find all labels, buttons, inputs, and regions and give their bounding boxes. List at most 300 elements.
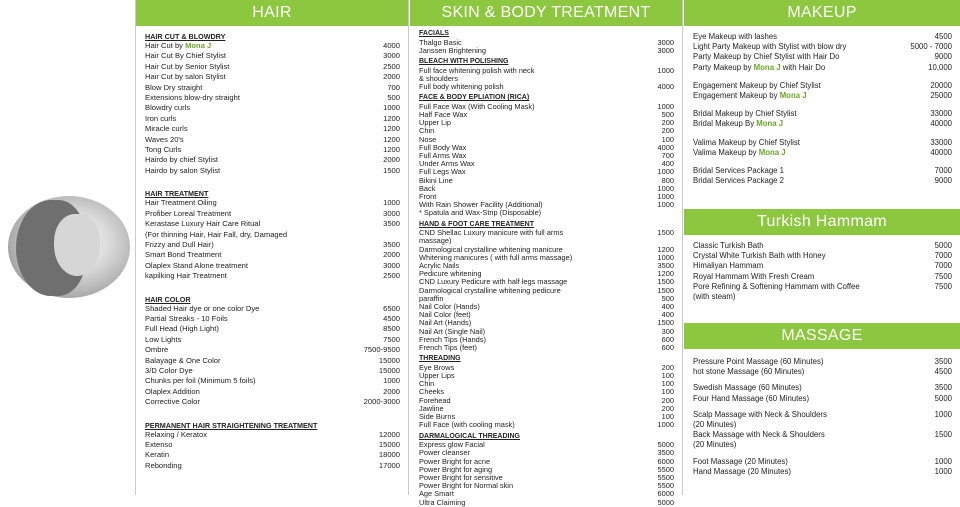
service-price: 7500 xyxy=(934,281,952,291)
section-title: FACIALS xyxy=(419,30,449,37)
service-name: Relaxing / Keratox xyxy=(145,429,208,439)
massage-header: MASSAGE xyxy=(684,323,960,349)
service-name: Himaliyan Hammam xyxy=(693,261,764,271)
stylist-highlight: Mona J xyxy=(756,119,784,129)
service-name: Full Face (with cooling mask) xyxy=(419,420,515,430)
price-row xyxy=(693,272,952,282)
service-name: Express glow Facial xyxy=(419,440,485,450)
service-price: 10,000 xyxy=(928,62,952,72)
service-price: 5500 xyxy=(657,472,674,482)
service-price: 100 xyxy=(661,412,674,422)
service-price: 200 xyxy=(661,118,674,128)
service-price: 400 xyxy=(661,159,674,169)
service-price: 2500 xyxy=(383,271,400,281)
service-name: Darmological crystalline whitening pedicure xyxy=(419,285,561,295)
service-price: 200 xyxy=(661,395,674,405)
price-row xyxy=(145,93,400,103)
service-name: Whitening manicures ( with full arms massage) xyxy=(419,252,573,262)
service-price: 1500 xyxy=(657,318,674,328)
price-row xyxy=(419,209,674,217)
service-price: 100 xyxy=(661,134,674,144)
service-name: Back xyxy=(419,183,436,193)
service-name: (20 Minutes) xyxy=(693,420,737,430)
service-name: Power Bright for sensitive xyxy=(419,472,503,482)
service-price: 1000 xyxy=(657,420,674,430)
right-column xyxy=(684,0,960,495)
service-name: Full body whitening polish xyxy=(419,82,504,91)
price-row xyxy=(693,440,952,450)
service-price: 4000 xyxy=(657,142,674,152)
price-row xyxy=(145,135,400,145)
service-price: 15000 xyxy=(378,365,400,375)
price-row xyxy=(145,72,400,82)
group-spacer xyxy=(693,158,952,166)
price-row xyxy=(145,397,400,407)
price-row xyxy=(693,383,952,393)
price-row xyxy=(145,124,400,134)
service-name: Power cleanser xyxy=(419,448,470,458)
price-row xyxy=(145,41,400,51)
service-price: 7000 xyxy=(934,251,952,261)
price-row xyxy=(693,166,952,176)
price-row xyxy=(693,52,952,62)
price-row xyxy=(419,380,674,388)
service-price: 7500-9500 xyxy=(363,345,400,355)
service-name: Frizzy and Dull Hair) xyxy=(145,239,214,249)
price-row xyxy=(419,47,674,55)
section-title: HAIR TREATMENT xyxy=(145,189,209,199)
service-name: Eye Makeup with lashes xyxy=(693,32,778,41)
service-price: 1000 xyxy=(383,376,400,386)
service-name: Front xyxy=(419,192,437,202)
service-name: Back Massage with Neck & Shoulders xyxy=(693,430,825,440)
service-price: 1200 xyxy=(657,269,674,279)
price-row xyxy=(145,430,400,440)
service-name: French Tips (Hands) xyxy=(419,334,486,344)
service-price: 18000 xyxy=(378,450,400,460)
price-row xyxy=(693,119,952,129)
price-row xyxy=(145,440,400,450)
service-price: 6000 xyxy=(657,456,674,466)
price-row xyxy=(693,394,952,404)
service-price: 1500 xyxy=(934,430,952,440)
service-name: Profiber Loreal Treatment xyxy=(145,208,232,218)
service-price xyxy=(948,420,952,430)
service-price: 12000 xyxy=(378,429,400,439)
service-price: 5000 xyxy=(934,393,952,403)
service-name: Acrylic Nails xyxy=(419,261,460,271)
price-row xyxy=(693,367,952,377)
service-name: Classic Turkish Bath xyxy=(693,241,764,250)
service-price: 700 xyxy=(661,151,674,161)
service-name: Valima Makeup by Chief Stylist xyxy=(693,137,800,147)
price-row xyxy=(145,166,400,176)
service-name: & shoulders xyxy=(419,73,459,83)
price-row xyxy=(693,42,952,52)
service-price xyxy=(670,209,674,217)
service-name: Cheeks xyxy=(419,387,445,397)
section-title: PERMANENT HAIR STRAIGHTENING TREATMENT xyxy=(145,420,318,430)
service-name: Engagement Makeup by Chief Stylist xyxy=(693,80,821,90)
price-row xyxy=(145,240,400,250)
service-name: Hairdo by chief Stylist xyxy=(145,155,219,165)
service-name: Shaded Hair dye or one color Dye xyxy=(145,303,260,313)
service-price xyxy=(948,440,952,450)
price-row xyxy=(693,420,952,430)
service-name: Side Burns xyxy=(419,412,456,422)
service-name: Full Arms Wax xyxy=(419,151,467,161)
price-row xyxy=(145,304,400,314)
stylist-highlight: Mona J xyxy=(185,41,212,50)
service-price: 200 xyxy=(661,362,674,372)
service-price: 400 xyxy=(661,310,674,320)
price-row xyxy=(145,62,400,72)
service-name: CND Luxury Pedicure with half legs massage xyxy=(419,277,568,287)
left-panel xyxy=(0,0,136,495)
service-price: 1000 xyxy=(657,167,674,177)
price-row xyxy=(693,430,952,440)
price-row xyxy=(145,356,400,366)
group-spacer xyxy=(693,73,952,81)
price-row xyxy=(145,450,400,460)
price-row xyxy=(145,461,400,471)
service-price: 1000 xyxy=(657,200,674,210)
service-name: Corrective Color xyxy=(145,397,200,407)
service-name: Upper Lip xyxy=(419,118,452,128)
service-name: Hair Cut by Mona J xyxy=(145,41,212,50)
stylist-highlight: Mona J xyxy=(779,91,807,101)
service-name: Nose xyxy=(419,134,437,144)
service-price: 3000 xyxy=(383,51,400,61)
service-name: Party Makeup by Mona J with Hair Do xyxy=(693,62,826,72)
service-name: Full Legs Wax xyxy=(419,167,466,177)
service-price: 1200 xyxy=(383,145,400,155)
price-row xyxy=(145,376,400,386)
service-price: 5500 xyxy=(657,481,674,491)
service-name: Valima Makeup by Mona J xyxy=(693,147,786,157)
service-name: Smart Bond Treatment xyxy=(145,250,222,260)
service-price: 7000 xyxy=(934,166,952,176)
price-row xyxy=(145,209,400,219)
service-price: 700 xyxy=(387,82,400,92)
service-price: 800 xyxy=(661,175,674,185)
price-row xyxy=(693,251,952,261)
service-price: 8500 xyxy=(383,324,400,334)
price-row xyxy=(419,421,674,429)
section-title: HAIR COLOR xyxy=(145,294,191,304)
service-name: Olaplex Stand Alone treatment xyxy=(145,260,249,270)
price-row xyxy=(145,230,400,240)
service-price: 1200 xyxy=(383,113,400,123)
group-spacer xyxy=(693,130,952,138)
price-row xyxy=(145,387,400,397)
service-price: 15000 xyxy=(378,355,400,365)
service-name: Power Bright for aging xyxy=(419,464,493,474)
service-name: Low Lights xyxy=(145,334,182,344)
makeup-header: MAKEUP xyxy=(684,0,960,26)
price-row xyxy=(693,282,952,292)
price-row xyxy=(693,467,952,477)
section-title: HAND & FOOT CARE TREATMENT xyxy=(419,220,534,228)
service-name: Pore Refining & Softening Hammam with Coffee xyxy=(693,281,860,291)
service-name: Iron curls xyxy=(145,113,177,123)
service-name: Pedicure whitening xyxy=(419,269,482,279)
service-price: 1000 xyxy=(657,65,674,75)
price-row xyxy=(693,63,952,73)
service-price: 33000 xyxy=(930,109,952,119)
price-row xyxy=(145,250,400,260)
price-row xyxy=(419,344,674,352)
service-name: Hair Cut by salon Stylist xyxy=(145,72,226,82)
service-price: 1500 xyxy=(383,165,400,175)
service-name: (with steam) xyxy=(693,292,736,302)
service-price: 1500 xyxy=(657,228,674,238)
service-price: 3000 xyxy=(383,208,400,218)
service-price: 1000 xyxy=(657,101,674,111)
portrait-image xyxy=(8,196,130,298)
service-name: Light Party Makeup with Stylist with blow dry xyxy=(693,42,847,52)
service-name: Hand Massage (20 Minutes) xyxy=(693,466,791,476)
price-row xyxy=(693,91,952,101)
service-price: 3000 xyxy=(383,260,400,270)
service-price: 1000 xyxy=(657,252,674,262)
service-name: Miracle curls xyxy=(145,124,188,134)
service-price: 4500 xyxy=(934,32,952,41)
service-name: Eye Brows xyxy=(419,362,455,372)
service-price: 3500 xyxy=(657,261,674,271)
service-price: 3500 xyxy=(934,357,952,366)
service-name: Royal Hammam With Fresh Cream xyxy=(693,271,815,281)
service-price xyxy=(948,292,952,302)
price-row xyxy=(145,114,400,124)
service-price: 1200 xyxy=(383,124,400,134)
service-price: 1200 xyxy=(383,134,400,144)
service-price: 3500 xyxy=(383,219,400,229)
hammam-header: Turkish Hammam xyxy=(684,209,960,235)
service-price: 300 xyxy=(661,326,674,336)
section-title: BLEACH WITH POLISHING xyxy=(419,58,509,65)
service-name: kapilking Hair Treatment xyxy=(145,271,227,281)
service-name: Under Arms Wax xyxy=(419,159,475,169)
service-name: Forehead xyxy=(419,395,451,405)
price-row xyxy=(419,372,674,380)
price-row xyxy=(145,155,400,165)
service-name: Four Hand Massage (60 Minutes) xyxy=(693,393,810,403)
service-name: Full Face Wax (With Cooling Mask) xyxy=(419,101,535,111)
service-name: Full Body Wax xyxy=(419,142,467,152)
service-price: 600 xyxy=(661,343,674,353)
service-price: 20000 xyxy=(930,80,952,90)
service-name: Darmological crystalline whitening manicure xyxy=(419,244,563,254)
service-price: 9000 xyxy=(934,176,952,186)
price-row xyxy=(693,357,952,367)
section-title: HAIR CUT & BLOWDRY xyxy=(145,32,226,41)
service-price: 600 xyxy=(661,334,674,344)
price-row xyxy=(145,324,400,334)
service-name: Hair Cut By Chief Stylist xyxy=(145,51,227,61)
service-name: Blow Dry straight xyxy=(145,82,203,92)
service-price: 100 xyxy=(661,379,674,389)
service-price: 1500 xyxy=(657,277,674,287)
price-row xyxy=(419,397,674,405)
price-row xyxy=(693,261,952,271)
service-price: 5000 xyxy=(934,241,952,250)
service-price: 1000 xyxy=(383,103,400,113)
service-price: 2000 xyxy=(383,72,400,82)
service-name: Power Bright for acne xyxy=(419,456,491,466)
service-price: 1500 xyxy=(657,285,674,295)
price-row xyxy=(145,314,400,324)
service-name: Chin xyxy=(419,379,435,389)
service-name: Tong Curls xyxy=(145,145,182,155)
skin-list xyxy=(410,26,682,507)
service-name: Upper Lips xyxy=(419,371,455,381)
service-name: Blowdry curls xyxy=(145,103,191,113)
massage-list xyxy=(684,349,960,477)
skin-header: SKIN & BODY TREATMENT xyxy=(410,0,682,26)
service-name: Foot Massage (20 Minutes) xyxy=(693,456,788,466)
price-row xyxy=(419,111,674,119)
service-name: Party Makeup by Chief Stylist with Hair Do xyxy=(693,52,840,62)
service-price: 3500 xyxy=(383,239,400,249)
service-name: Nail Art (Hands) xyxy=(419,318,472,328)
service-name: Kerastase Luxury Hair Care Ritual xyxy=(145,219,261,229)
service-name: Waves 20's xyxy=(145,134,184,144)
service-price: 7500 xyxy=(934,271,952,281)
price-row xyxy=(419,287,674,295)
service-price: 1000 xyxy=(657,192,674,202)
service-price: 33000 xyxy=(930,137,952,147)
price-row xyxy=(693,457,952,467)
hair-header: HAIR xyxy=(136,0,408,26)
price-row xyxy=(145,219,400,229)
price-row xyxy=(145,103,400,113)
service-price xyxy=(396,230,400,240)
service-price: 3500 xyxy=(934,383,952,393)
service-price: 1000 xyxy=(383,198,400,208)
price-row xyxy=(419,127,674,135)
service-price: 500 xyxy=(387,93,400,103)
service-name: Chunks per foil (Minimum 5 foils) xyxy=(145,376,256,386)
service-name: Hair Treatment Oiling xyxy=(145,198,217,208)
service-price: 3500 xyxy=(657,448,674,458)
service-name: Engagement Makeup by Mona J xyxy=(693,91,807,101)
service-price: 1000 xyxy=(657,183,674,193)
price-row xyxy=(145,366,400,376)
service-price: 200 xyxy=(661,403,674,413)
hammam-list xyxy=(684,235,960,315)
price-row xyxy=(693,410,952,420)
service-name: Thalgo Basic xyxy=(419,37,462,47)
price-row xyxy=(419,119,674,127)
price-row xyxy=(419,168,674,176)
price-row xyxy=(419,482,674,490)
service-price: 500 xyxy=(661,110,674,119)
service-name: massage) xyxy=(419,236,452,246)
service-name: Bridal Services Package 2 xyxy=(693,176,785,186)
service-name: Olaplex Addition xyxy=(145,386,200,396)
service-name: CND Shellac Luxury manicure with full arms xyxy=(419,228,564,238)
service-price: 5500 xyxy=(657,464,674,474)
service-name: Keratin xyxy=(145,450,170,460)
service-name: French Tips (feet) xyxy=(419,343,477,353)
price-row xyxy=(145,51,400,61)
service-name: Bikini Line xyxy=(419,175,453,185)
service-name: Scalp Massage with Neck & Shoulders xyxy=(693,409,827,419)
service-price: 5000 xyxy=(657,497,674,507)
service-name: Ombre xyxy=(145,345,169,355)
price-row xyxy=(693,241,952,251)
service-price: 1000 xyxy=(934,466,952,476)
service-price: 3000 xyxy=(657,37,674,47)
service-price: 1200 xyxy=(657,244,674,254)
stylist-highlight: Mona J xyxy=(753,62,781,72)
service-price: 6000 xyxy=(657,489,674,499)
price-row xyxy=(145,198,400,208)
service-name: Bridal Makeup By Mona J xyxy=(693,119,784,129)
service-price: 4000 xyxy=(657,82,674,91)
service-price: 40000 xyxy=(930,147,952,157)
price-row xyxy=(419,388,674,396)
service-name: Rebonding xyxy=(145,460,182,470)
price-row xyxy=(145,335,400,345)
service-name: paraffin xyxy=(419,293,444,303)
service-price: 6500 xyxy=(383,303,400,313)
service-price: 15000 xyxy=(378,440,400,449)
price-row xyxy=(693,148,952,158)
makeup-list xyxy=(684,26,960,207)
service-price: 4500 xyxy=(934,367,952,377)
group-spacer xyxy=(693,101,952,109)
hair-column xyxy=(136,0,409,495)
price-row xyxy=(419,405,674,413)
service-name: Janssen Brightening xyxy=(419,45,486,55)
service-price: 3000 xyxy=(657,45,674,55)
service-name: Full face whitening polish with neck xyxy=(419,65,535,75)
skin-column xyxy=(410,0,683,507)
hair-list xyxy=(136,26,408,471)
price-row xyxy=(693,32,952,42)
service-name: Extensions blow-dry straight xyxy=(145,93,240,103)
price-row xyxy=(145,345,400,355)
service-name: Hairdo by salon Stylist xyxy=(145,165,221,175)
price-row xyxy=(145,261,400,271)
section-title: DARMALOGICAL THREADING xyxy=(419,432,520,440)
service-name: Bridal Makeup by Chief Stylist xyxy=(693,109,797,119)
service-price: 1000 xyxy=(934,456,952,466)
service-price: 4500 xyxy=(383,313,400,323)
service-price: 4000 xyxy=(383,41,400,50)
service-name: hot stone Massage (60 Minutes) xyxy=(693,367,805,377)
service-price: 25000 xyxy=(930,91,952,101)
service-price: 400 xyxy=(661,302,674,312)
service-name: Balayage & One Color xyxy=(145,355,221,365)
service-price: 200 xyxy=(661,126,674,136)
service-name: Full Head (High Light) xyxy=(145,324,219,334)
price-row xyxy=(419,185,674,193)
section-title: FACE & BODY EPLIATION (RICA) xyxy=(419,94,530,102)
service-price: 100 xyxy=(661,387,674,397)
service-name: * Spatula and Wax-Strip (Disposable) xyxy=(419,208,542,218)
service-price: 1000 xyxy=(934,409,952,419)
service-name: (For thinning Hair, Hair Fall, dry, Damaged xyxy=(145,229,288,239)
service-price: 40000 xyxy=(930,119,952,129)
price-row xyxy=(419,364,674,372)
service-price: 7500 xyxy=(383,334,400,344)
service-name: (20 Minutes) xyxy=(693,440,737,450)
price-row xyxy=(419,177,674,185)
service-name: With Rain Shower Facility (Additional) xyxy=(419,200,543,210)
